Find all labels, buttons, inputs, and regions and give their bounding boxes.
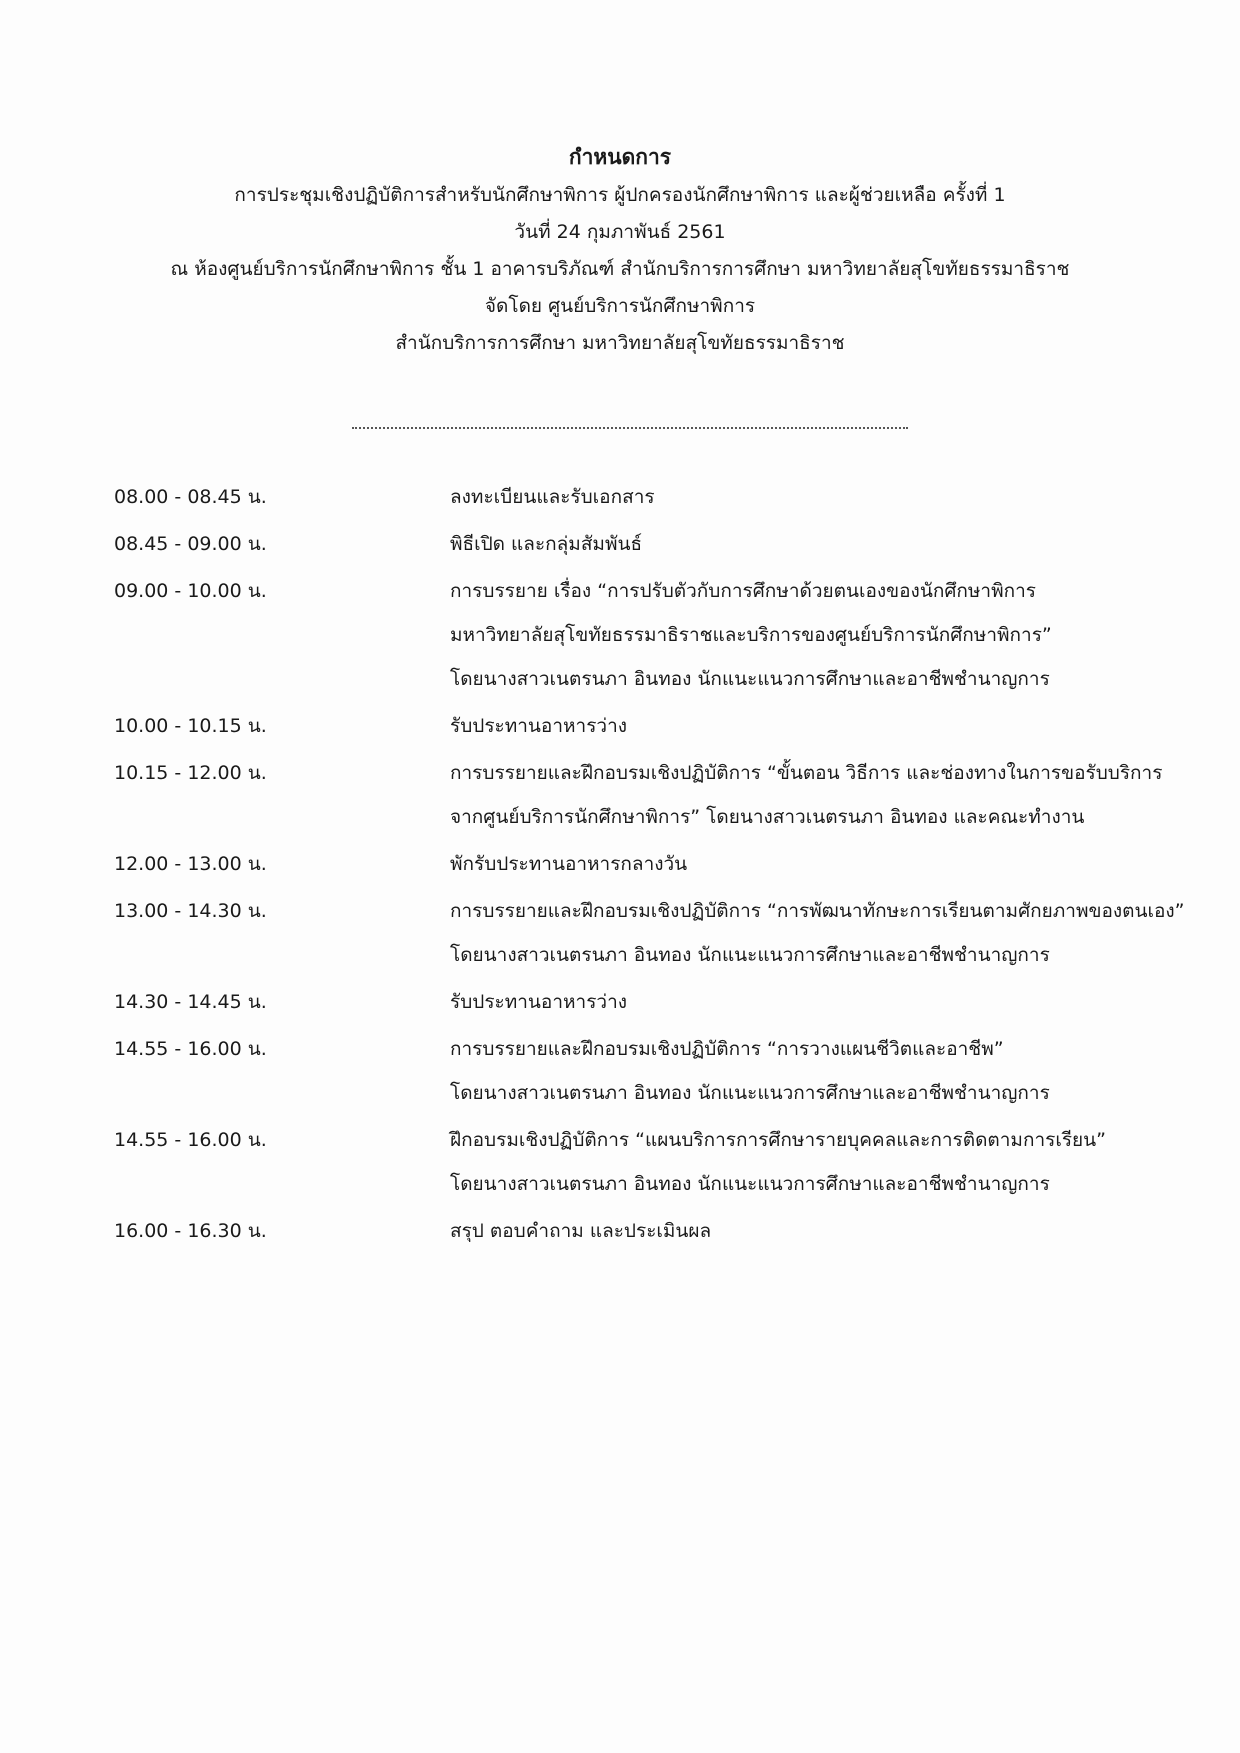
schedule-activity: [450, 752, 1162, 840]
schedule-activity-line: รับประทานอาหารว่าง: [450, 991, 628, 1013]
schedule-row: [0, 523, 1240, 567]
schedule-activity: [450, 570, 1052, 702]
schedule-activity-line: การบรรยายและฝึกอบรมเชิงปฏิบัติการ “ขั้นตอน วิธีการ และช่องทางในการขอรับบริการ: [450, 762, 1163, 784]
schedule-activity-line: ฝึกอบรมเชิงปฏิบัติการ “แผนบริการการศึกษารายบุคคลและการติดตามการเรียน”: [450, 1129, 1106, 1151]
schedule-activity: [450, 843, 687, 887]
schedule-activity: [450, 981, 627, 1025]
schedule-time: 09.00 - 10.00 น.: [114, 580, 267, 602]
schedule-activity: [450, 1210, 711, 1254]
schedule-activity-line: มหาวิทยาลัยสุโขทัยธรรมาธิราชและบริการของศูนย์บริการนักศึกษาพิการ”: [450, 624, 1052, 646]
schedule-activity-line: ลงทะเบียนและรับเอกสาร: [450, 486, 655, 508]
schedule-activity-line: การบรรยายและฝึกอบรมเชิงปฏิบัติการ “การพัฒนาทักษะการเรียนตามศักยภาพของตนเอง”: [450, 900, 1185, 922]
schedule-row: [0, 705, 1240, 749]
schedule-activity: [450, 1028, 1050, 1116]
event-venue: ณ ห้องศูนย์บริการนักศึกษาพิการ ชั้น 1 อาคารบริภัณฑ์ สำนักบริการการศึกษา มหาวิทยาลัยสุโขทัยธรรมาธิราช: [170, 258, 1070, 280]
schedule-time: 10.15 - 12.00 น.: [114, 762, 267, 784]
schedule-activity-line: โดยนางสาวเนตรนภา อินทอง นักแนะแนวการศึกษาและอาชีพชำนาญการ: [450, 668, 1050, 690]
event-date: วันที่ 24 กุมภาพันธ์ 2561: [514, 221, 726, 243]
schedule-activity: [450, 890, 1185, 978]
event-name: การประชุมเชิงปฏิบัติการสำหรับนักศึกษาพิการ ผู้ปกครองนักศึกษาพิการ และผู้ช่วยเหลือ ครั้งที่ 1: [234, 184, 1006, 206]
event-organizer: จัดโดย ศูนย์บริการนักศึกษาพิการ: [484, 295, 756, 317]
schedule-activity-line: โดยนางสาวเนตรนภา อินทอง นักแนะแนวการศึกษาและอาชีพชำนาญการ: [450, 1173, 1050, 1195]
schedule-activity-line: โดยนางสาวเนตรนภา อินทอง นักแนะแนวการศึกษาและอาชีพชำนาญการ: [450, 1082, 1050, 1104]
schedule-time: 12.00 - 13.00 น.: [114, 853, 267, 875]
schedule-activity: [450, 1119, 1106, 1207]
schedule-time: 13.00 - 14.30 น.: [114, 900, 267, 922]
schedule-row: [0, 476, 1240, 520]
schedule-activity: [450, 476, 655, 520]
document-title: กำหนดการ: [568, 145, 672, 169]
schedule-time: 14.55 - 16.00 น.: [114, 1038, 267, 1060]
schedule-list: [0, 476, 1240, 1257]
schedule-activity-line: รับประทานอาหารว่าง: [450, 715, 628, 737]
schedule-row: [0, 1028, 1240, 1116]
schedule-activity-line: พิธีเปิด และกลุ่มสัมพันธ์: [450, 533, 643, 555]
schedule-time: 08.45 - 09.00 น.: [114, 533, 267, 555]
schedule-activity: [450, 523, 642, 567]
schedule-row: [0, 752, 1240, 840]
schedule-activity-line: สรุป ตอบคำถาม และประเมินผล: [450, 1220, 712, 1242]
dotted-divider: [352, 425, 908, 429]
event-organizer-office: สำนักบริการการศึกษา มหาวิทยาลัยสุโขทัยธรรมาธิราช: [395, 332, 845, 354]
schedule-activity-line: จากศูนย์บริการนักศึกษาพิการ” โดยนางสาวเนตรนภา อินทอง และคณะทำงาน: [450, 806, 1085, 828]
schedule-row: [0, 1119, 1240, 1207]
schedule-row: [0, 570, 1240, 702]
schedule-activity-line: การบรรยายและฝึกอบรมเชิงปฏิบัติการ “การวางแผนชีวิตและอาชีพ”: [450, 1038, 1004, 1060]
schedule-row: [0, 843, 1240, 887]
schedule-row: [0, 1210, 1240, 1254]
schedule-activity-line: พักรับประทานอาหารกลางวัน: [450, 853, 688, 875]
schedule-row: [0, 890, 1240, 978]
schedule-time: 10.00 - 10.15 น.: [114, 715, 267, 737]
document-header: [0, 140, 1240, 365]
schedule-activity-line: โดยนางสาวเนตรนภา อินทอง นักแนะแนวการศึกษาและอาชีพชำนาญการ: [450, 944, 1050, 966]
schedule-activity: [450, 705, 627, 749]
schedule-time: 16.00 - 16.30 น.: [114, 1220, 267, 1242]
schedule-activity-line: การบรรยาย เรื่อง “การปรับตัวกับการศึกษาด้วยตนเองของนักศึกษาพิการ: [450, 580, 1036, 602]
schedule-time: 14.30 - 14.45 น.: [114, 991, 267, 1013]
schedule-row: [0, 981, 1240, 1025]
schedule-time: 14.55 - 16.00 น.: [114, 1129, 267, 1151]
schedule-time: 08.00 - 08.45 น.: [114, 486, 267, 508]
